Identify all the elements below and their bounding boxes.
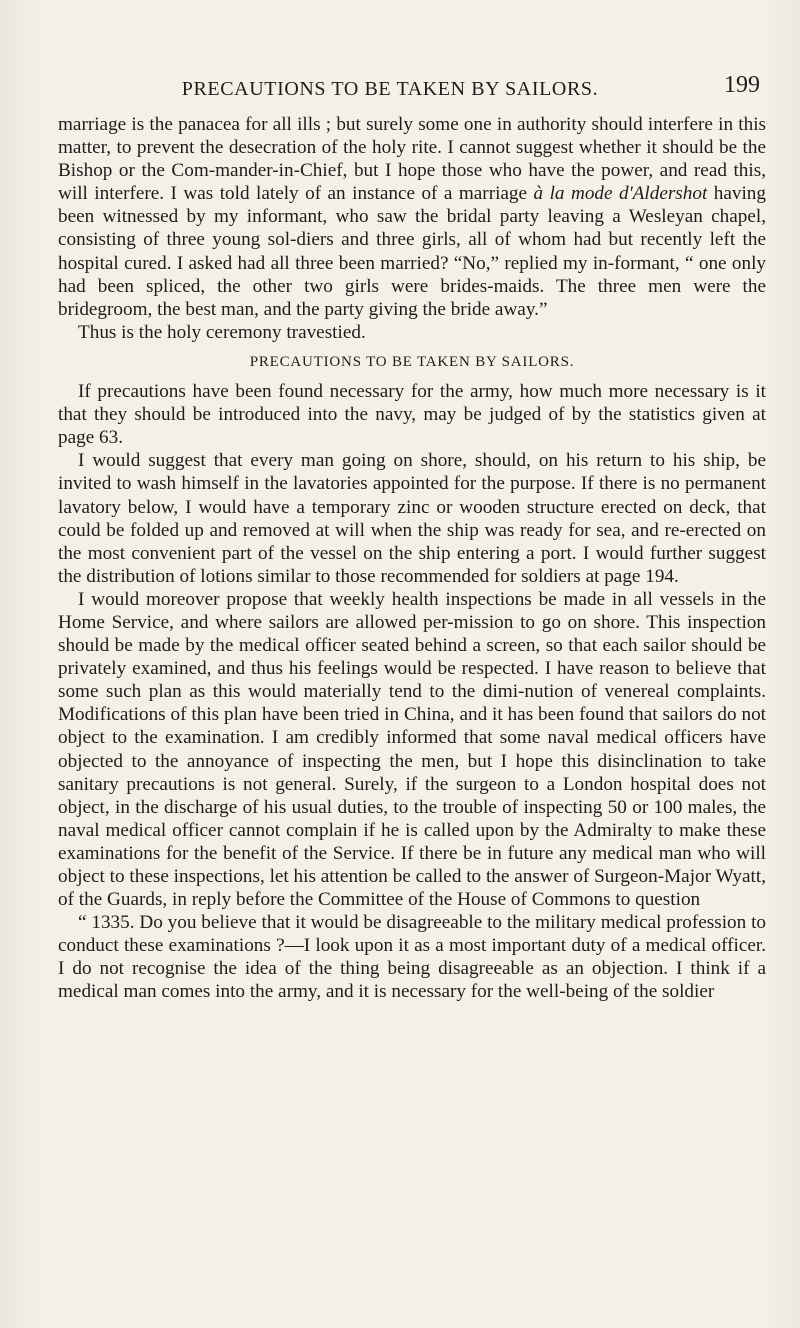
running-title: PRECAUTIONS TO BE TAKEN BY SAILORS.	[181, 78, 599, 100]
paragraph-question-1335: “ 1335. Do you believe that it would be disagreeable to the military medical profession to conduct these examinations ?—I look upon it as a most important duty of a medical officer. I do not recognise the idea of the thing being disagreeable as an objection. I think if a medical man comes into the army, and it is necessary for the well-being of the soldier	[58, 912, 766, 1003]
page-number: 199	[724, 72, 760, 98]
paragraph-precautions-navy: If precautions have been found necessary for the army, how much more necessary is it that they should be introduced into the navy, may be judged of by the statistics given at page 63.	[58, 381, 766, 449]
paragraph-marriage-text-b: having been witnessed by my informant, who saw the bridal party leaving a Wesleyan chapel, consisting of three young sol-diers and three girls, all of whom had but recently left the hospital cured. I asked had all three been married? “No,” replied my in-formant, “ one only had been spliced, the other two girls were brides-maids. The three men were the bridegroom, the best man, and the party giving the bride away.”	[58, 183, 766, 320]
paragraph-lavatories: I would suggest that every man going on shore, should, on his return to his ship, be invited to wash himself in the lavatories appointed for the purpose. If there is no permanent lavatory below, I would have a temporary zinc or wooden structure erected on deck, that could be folded up and removed at will when the ship was ready for sea, and re-erected on the most convenient part of the vessel on the ship entering a port. I would further suggest the distribution of lotions similar to those recommended for soldiers at page 194.	[58, 450, 766, 587]
body-text	[58, 113, 766, 1004]
paragraph-inspections: I would moreover propose that weekly health inspections be made in all vessels in the Home Service, and where sailors are allowed per-mission to go on shore. This inspection should be made by the medical officer seated behind a screen, so that each sailor should be privately examined, and thus his feelings would be respected. I have reason to believe that some such plan as this would materially tend to the dimi-nution of venereal complaints. Modifications of this plan have been tried in China, and it has been found that sailors do not object to the examination. I am credibly informed that some naval medical officers have objected to the annoyance of inspecting the men, but I hope this disinclination to take sanitary precautions is not general. Surely, if the surgeon to a London hospital does not object, in the discharge of his usual duties, to the trouble of inspecting 50 or 100 males, the naval medical officer cannot complain if he is called upon by the Admiralty to make these examinations for the benefit of the Service. If there be in future any medical man who will object to these inspections, let his attention be called to the answer of Surgeon-Major Wyatt, of the Guards, in reply before the Committee of the House of Commons to question	[58, 588, 766, 911]
paragraph-marriage-text-a: marriage is the panacea for all ills ; but surely some one in authority should interfere in this matter, to prevent the desecration of the holy rite. I cannot suggest whether it should be the Bishop or the Com-mander-in-Chief, but I hope those who have the power, and read this, will interfere. I was told lately of an instance of a marriage	[58, 114, 766, 205]
running-head	[120, 72, 760, 104]
paragraph-travestied: Thus is the holy ceremony travestied.	[78, 321, 366, 343]
section-heading: PRECAUTIONS TO BE TAKEN BY SAILORS.	[249, 353, 575, 370]
paragraph-marriage	[58, 113, 766, 321]
italic-phrase: à la mode d'Aldershot	[533, 183, 708, 205]
